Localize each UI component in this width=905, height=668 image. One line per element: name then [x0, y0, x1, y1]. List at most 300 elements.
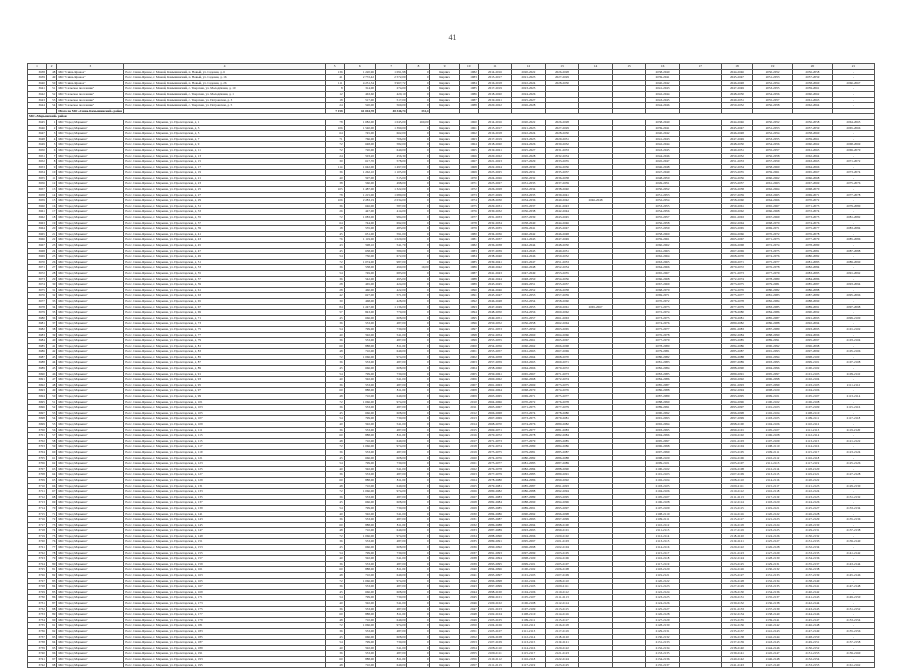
table-cell: Кирпич — [430, 500, 459, 506]
table-cell: 2099-2101 — [721, 427, 752, 433]
table-cell: 72 — [325, 578, 344, 584]
table-cell: Росс. Сиша-Яровое, г. Марьина, ул. Пролетарская, д. 3 — [124, 125, 325, 131]
table-cell: 0 — [407, 472, 430, 478]
table-cell: 2062-2064 — [793, 103, 833, 109]
table-cell: 2064-2066 — [793, 164, 833, 170]
table-cell: 2067-2069 — [793, 181, 833, 187]
table-cell: 72 — [325, 147, 344, 153]
table-cell: 2081-2083 — [753, 293, 793, 299]
table-cell: 2092-2094 — [793, 321, 833, 327]
table-cell: 46 — [46, 371, 56, 377]
table-cell: 730,00 — [375, 326, 406, 332]
table-cell: Росс. Сиша-Яровое, г. Марьина, ул. Пролетарская, д. 89 — [124, 366, 325, 372]
table-cell: - — [832, 136, 874, 142]
table-cell: МО "Город Марьина" — [57, 461, 124, 467]
table-cell: 3703 — [28, 444, 47, 450]
table-cell: 2094-2096 — [646, 433, 680, 439]
table-cell: 2052-2054 — [753, 80, 793, 86]
table-cell: 2089-2091 — [646, 405, 680, 411]
table-cell: 2078-2080 — [512, 444, 546, 450]
table-cell: 2085-2087 — [545, 449, 579, 455]
table-cell: 2124-2126 — [753, 533, 793, 539]
table-cell: МО "Город Марьина" — [57, 645, 124, 651]
table-cell: 3648 — [28, 136, 47, 142]
table-cell: 2052 — [459, 634, 478, 640]
table-cell: 533,00 — [344, 539, 375, 545]
table-cell: МО "Город Марьина" — [57, 606, 124, 612]
table-cell: 2047-2049 — [721, 86, 752, 92]
table-cell: 2048-2050 — [646, 175, 680, 181]
table-cell: 2061-2063 — [793, 147, 833, 153]
table-cell: 2068-2070 — [646, 287, 680, 293]
table-cell: 3742 — [28, 662, 47, 668]
table-cell: 533,00 — [344, 628, 375, 634]
table-cell: 592,00 — [344, 645, 375, 651]
table-cell: 799,00 — [344, 505, 375, 511]
table-cell: МО "Город Марьина" — [57, 449, 124, 455]
table-cell: 25 — [46, 254, 56, 260]
table-cell: 2036-2038 — [512, 209, 546, 215]
column-header: 14 — [579, 64, 613, 70]
table-cell: 2080-2082 — [545, 422, 579, 428]
table-cell: 2100-2102 — [478, 601, 512, 607]
table-cell: 428,00 — [375, 298, 406, 304]
table-cell: 533,00 — [344, 321, 375, 327]
table-cell: 3739 — [28, 645, 47, 651]
table-cell: 2078-2080 — [721, 310, 752, 316]
table-cell: 2103-2105 — [478, 617, 512, 623]
table-cell: 2015-2017 — [478, 125, 512, 131]
table-cell: 2012 — [459, 410, 478, 416]
table-cell: Кирпич — [430, 494, 459, 500]
table-cell: 2071-2073 — [545, 371, 579, 377]
table-cell: 2105-2107 — [646, 494, 680, 500]
table-cell: МО "Город Марьина" — [57, 326, 124, 332]
table-cell: 487,00 — [375, 427, 406, 433]
table-cell: 2021-2023 — [512, 75, 546, 81]
table-cell: 3714 — [28, 505, 47, 511]
table-cell: 54 — [325, 371, 344, 377]
table-cell: 2058-2060 — [646, 231, 680, 237]
table-cell: 36 — [325, 338, 344, 344]
table-cell: 3732 — [28, 606, 47, 612]
table-cell: МО "Город Марьина" — [57, 382, 124, 388]
table-cell: 3651 — [28, 153, 47, 159]
table-cell: Росс. Сиша-Яровое, г. Марьина, ул. Пролетарская, д. 103 — [124, 405, 325, 411]
table-cell: 2017-2019 — [478, 86, 512, 92]
table-cell: 608,00 — [375, 366, 406, 372]
table-cell: 72 — [325, 444, 344, 450]
table-cell: Росс. Сиша-Яровое, г. Марьина, ул. Пролетарская, д. 49 — [124, 254, 325, 260]
table-cell: Росс. Сиша-Яровое, г. Марьина, ул. Пролетарская, д. 143 — [124, 517, 325, 523]
table-cell: МО "Город Марьина" — [57, 477, 124, 483]
table-cell: 2078-2080 — [646, 343, 680, 349]
table-cell: 888,00 — [344, 522, 375, 528]
table-cell: 2063-2065 — [545, 326, 579, 332]
table-cell: МО "Город Марьина" — [57, 315, 124, 321]
table-cell: 28 — [46, 270, 56, 276]
table-cell: Кирпич — [430, 136, 459, 142]
table-cell: 2053-2055 — [753, 136, 793, 142]
table-cell: 2026-2028 — [545, 119, 579, 125]
table-cell: 2084-2086 — [512, 477, 546, 483]
table-cell: 54 — [325, 326, 344, 332]
table-cell: 3707 — [28, 466, 47, 472]
table-cell: 495,00 — [375, 276, 406, 282]
table-cell: 2121-2123 — [753, 517, 793, 523]
table-cell: 2077-2079 — [646, 338, 680, 344]
table-cell: 3680 — [28, 315, 47, 321]
table-cell: 2062-2064 — [478, 388, 512, 394]
table-cell: 2059-2061 — [646, 237, 680, 243]
table-cell: 2046-2048 — [512, 265, 546, 271]
table-cell: 2028-2030 — [545, 80, 579, 86]
table-cell: 2100-2102 — [721, 433, 752, 439]
table-cell: 2059-2061 — [545, 304, 579, 310]
table-cell: - — [832, 455, 874, 461]
table-cell: 2075-2077 — [545, 394, 579, 400]
table-cell: МО "Город Марьина" — [57, 517, 124, 523]
table-cell: 2032 — [459, 522, 478, 528]
table-cell: 1 497,00 — [375, 164, 406, 170]
table-cell: 26 — [46, 259, 56, 265]
table-cell: 2082-2084 — [793, 265, 833, 271]
table-cell: 2131-2133 — [753, 573, 793, 579]
table-cell: 2100-2102 — [512, 567, 546, 573]
table-cell: Росс. Сиша-Яровое, г. Марьина, ул. Пролетарская, д. 95 — [124, 382, 325, 388]
table-cell: 2161-2162 — [832, 662, 874, 668]
table-cell: 2089-2091 — [545, 472, 579, 478]
table-cell: 541,00 — [375, 377, 406, 383]
table-cell: МО "Город Марьина" — [57, 298, 124, 304]
table-cell: Росс. Сиша-Яровое, г. Марьина, ул. Пролетарская, д. 159 — [124, 561, 325, 567]
table-cell: 533,00 — [344, 561, 375, 567]
table-cell: 2022-2024 — [478, 164, 512, 170]
table-cell: 2070-2072 — [478, 433, 512, 439]
table-cell: Кирпич — [430, 86, 459, 92]
table-cell: 2084-2086 — [753, 310, 793, 316]
table-cell: МО "Сельское поселение" — [57, 91, 124, 97]
table-cell: 2054-2056 — [545, 276, 579, 282]
table-cell: 0 — [407, 147, 430, 153]
table-cell: 2064-2066 — [646, 265, 680, 271]
table-cell: Росс. Сиша-Яровое, г. Марьина, ул. Пролетарская, д. 107 — [124, 416, 325, 422]
table-cell: 2045-2047 — [478, 293, 512, 299]
table-cell: 2097-2099 — [512, 550, 546, 556]
table-cell: 2093-2095 — [512, 528, 546, 534]
table-cell: 2032-2034 — [478, 220, 512, 226]
table-cell: 2044-2046 — [545, 220, 579, 226]
table-cell: 2092-2094 — [646, 422, 680, 428]
table-cell: Росс. Сиша-Яровое, г. Марьина, ул. Пролетарская, д. 171 — [124, 595, 325, 601]
table-cell: 1997 — [459, 326, 478, 332]
table-cell: 3726 — [28, 573, 47, 579]
table-cell: 2074-2076 — [512, 422, 546, 428]
table-cell: 2008 — [459, 388, 478, 394]
table-cell — [612, 662, 646, 668]
table-cell: 2078-2080 — [545, 410, 579, 416]
table-cell: 1 220,96 — [344, 69, 375, 75]
table-cell: 0 — [407, 410, 430, 416]
table-cell: 2054-2056 — [753, 142, 793, 148]
table-cell: 2133-2135 — [793, 550, 833, 556]
table-cell: 2084-2086 — [721, 343, 752, 349]
table-cell: Кирпич — [430, 556, 459, 562]
table-cell: 3660 — [28, 203, 47, 209]
table-cell: Росс. Сиша-Яровое, г. Марьина, ул. Пролетарская, д. 177 — [124, 612, 325, 618]
table-cell: 2055 — [459, 651, 478, 657]
table-cell: Кирпич — [430, 489, 459, 495]
table-cell: 2120-2122 — [721, 545, 752, 551]
table-cell: Росс. Сиша-Яровое, г. Марьина, ул. Пролетарская, д. 67 — [124, 304, 325, 310]
table-cell: МО "Сельское поселение" — [57, 97, 124, 103]
table-cell: 60 — [325, 388, 344, 394]
table-cell: 2071-2073 — [512, 405, 546, 411]
table-cell: 2084-2086 — [478, 511, 512, 517]
table-cell: 0 — [407, 131, 430, 137]
table-cell: 2109-2111 — [646, 517, 680, 523]
table-cell: 2065-2067 — [478, 405, 512, 411]
table-cell: 649,00 — [375, 528, 406, 534]
table-cell: 2107-2109 — [646, 505, 680, 511]
table-cell: 0 — [407, 645, 430, 651]
table-cell: 3690 — [28, 371, 47, 377]
table-cell: 2112-2114 — [753, 466, 793, 472]
table-cell: 53 — [46, 410, 56, 416]
table-cell: Росс. Сиша-Яровое, г. Марьина, ул. Пролетарская, д. 87 — [124, 360, 325, 366]
column-header: 5 — [325, 64, 344, 70]
table-cell: 541,00 — [375, 332, 406, 338]
table-cell: 72 — [325, 399, 344, 405]
table-cell: 3733 — [28, 612, 47, 618]
table-cell: Кирпич — [430, 394, 459, 400]
table-cell: 78 — [46, 550, 56, 556]
table-cell: 1 066,00 — [344, 399, 375, 405]
table-cell: 88 — [46, 606, 56, 612]
table-cell: 2083-2084 — [832, 226, 874, 232]
table-cell: МО "Город Марьина" — [57, 550, 124, 556]
table-cell: Кирпич — [430, 651, 459, 657]
table-cell: 2112-2114 — [512, 634, 546, 640]
table-cell: 7 — [46, 153, 56, 159]
table-cell: 2027 — [459, 494, 478, 500]
table-cell: 2126-2128 — [646, 612, 680, 618]
table-cell: 2056-2058 — [545, 287, 579, 293]
table-cell: 533,00 — [344, 405, 375, 411]
table-cell: 2036-2038 — [545, 175, 579, 181]
table-cell: 2057-2059 — [793, 75, 833, 81]
table-cell: 2048-2050 — [512, 276, 546, 282]
table-cell: 2123-2125 — [753, 528, 793, 534]
table-cell: МО "Город Марьина" — [57, 366, 124, 372]
table-cell: 3662 — [28, 215, 47, 221]
table-cell: 799,00 — [344, 326, 375, 332]
table-cell: 2016-2018 — [478, 80, 512, 86]
table-cell: 2103-2105 — [545, 550, 579, 556]
table-cell: МО "Город Марьина" — [57, 545, 124, 551]
table-cell: 2066-2068 — [545, 343, 579, 349]
table-cell: Росс. Сиша-Яровое, г. Марьина, ул. Пролетарская, д. 117 — [124, 444, 325, 450]
table-cell: 2121-2123 — [721, 550, 752, 556]
column-header: 1 — [28, 64, 47, 70]
table-cell: 2070-2072 — [721, 265, 752, 271]
table-cell: 541,00 — [375, 556, 406, 562]
table-cell: 2116-2118 — [793, 455, 833, 461]
table-cell: 2019-2021 — [478, 97, 512, 103]
table-cell: 2048-2050 — [721, 91, 752, 97]
table-cell: 2014 — [459, 422, 478, 428]
table-cell: 888,00 — [344, 477, 375, 483]
table-cell: 2144-2146 — [793, 612, 833, 618]
table-cell: Кирпич — [430, 91, 459, 97]
table-cell: 2083-2085 — [793, 270, 833, 276]
table-cell: 730,00 — [344, 254, 375, 260]
table-cell: 648,00 — [344, 142, 375, 148]
table-cell: 2090-2092 — [478, 545, 512, 551]
table-cell: 2086-2088 — [793, 287, 833, 293]
table-cell: 60 — [325, 343, 344, 349]
table-cell: 2051-2053 — [753, 75, 793, 81]
table-cell: 2033-2035 — [512, 192, 546, 198]
table-cell: 12 — [46, 181, 56, 187]
table-cell: Кирпич — [430, 159, 459, 165]
table-cell: 3681 — [28, 321, 47, 327]
table-cell: 61 — [46, 455, 56, 461]
table-cell: 2114-2116 — [721, 511, 752, 517]
table-cell: 2141-2142 — [832, 550, 874, 556]
table-cell: 2134-2136 — [793, 556, 833, 562]
table-cell: 1991 — [459, 293, 478, 299]
table-cell: МО "Город Марьина" — [57, 394, 124, 400]
table-cell: 18 — [325, 226, 344, 232]
table-cell: 2022-2024 — [512, 80, 546, 86]
table-cell: 2037 — [459, 550, 478, 556]
table-cell: 0 — [407, 254, 430, 260]
table-cell: 0 — [407, 181, 430, 187]
table-cell: 45 — [325, 589, 344, 595]
table-cell: 3723 — [28, 556, 47, 562]
table-cell: 51 — [46, 86, 56, 92]
table-cell: 40 — [325, 175, 344, 181]
table-cell: Росс. Сиша-Яровое, г. Марьина, ул. Пролетарская, д. 11 — [124, 147, 325, 153]
table-cell: 0 — [407, 175, 430, 181]
table-cell: 24 — [46, 248, 56, 254]
table-cell: 498,00 — [375, 181, 406, 187]
table-cell: Росс. Сиша-Яровое, г. Марьина, ул. Пролетарская, д. 145 — [124, 522, 325, 528]
table-cell: 2096-2098 — [545, 511, 579, 517]
table-cell: 2111-2112 — [832, 382, 874, 388]
table-cell: 666,00 — [344, 589, 375, 595]
table-cell: 2102-2104 — [478, 612, 512, 618]
table-cell: 50 — [46, 394, 56, 400]
table-cell: 72 — [325, 489, 344, 495]
table-cell: 2109-2111 — [512, 617, 546, 623]
table-cell: 2095-2096 — [832, 293, 874, 299]
table-cell: 0 — [407, 662, 430, 668]
table-cell: Кирпич — [430, 147, 459, 153]
table-cell: 2133-2134 — [832, 505, 874, 511]
table-cell: 2093-2095 — [545, 494, 579, 500]
table-cell: 2018 — [459, 444, 478, 450]
table-cell: 38 — [325, 181, 344, 187]
table-cell: 1961 — [459, 125, 478, 131]
table-cell: 2071-2072 — [832, 159, 874, 165]
table-cell: Кирпич — [430, 343, 459, 349]
table-cell: 2091-2092 — [832, 270, 874, 276]
table-cell: 2141-2143 — [721, 662, 752, 668]
table-cell: 2107-2109 — [753, 438, 793, 444]
table-cell: 72 — [325, 215, 344, 221]
table-cell: 2133-2135 — [721, 617, 752, 623]
table-cell: 2096-2098 — [721, 410, 752, 416]
table-cell: 888,00 — [344, 388, 375, 394]
table-cell: 90 — [46, 617, 56, 623]
table-cell: 692,00 — [375, 220, 406, 226]
table-cell: 2075-2077 — [512, 427, 546, 433]
table-cell: 2110-2112 — [721, 489, 752, 495]
table-cell: 3670 — [28, 259, 47, 265]
table-cell: 2019-2021 — [478, 147, 512, 153]
table-cell: Кирпич — [430, 455, 459, 461]
table-cell: 2091-2093 — [753, 349, 793, 355]
table-cell: Росс. Сиша-Яровое, г. Марьина, ул. Пролетарская, д. 195 — [124, 662, 325, 668]
table-cell: 2102-2104 — [793, 377, 833, 383]
table-cell: 2070-2072 — [512, 399, 546, 405]
table-cell: 766,00 — [344, 136, 375, 142]
table-cell: 61 044,78 — [344, 108, 375, 114]
table-cell: Кирпич — [430, 416, 459, 422]
table-cell: 2007 — [459, 382, 478, 388]
column-header: 15 — [612, 64, 646, 70]
table-cell: МО "Город Марьина" — [57, 634, 124, 640]
table-cell: 770,00 — [375, 310, 406, 316]
table-cell: 2143-2144 — [832, 561, 874, 567]
table-cell: 2047-2049 — [646, 170, 680, 176]
table-cell: Росс. Сиша-Яровое, г. Марьина, ул. Пролетарская, д. 119 — [124, 449, 325, 455]
table-cell: МО "Город Марьина" — [57, 640, 124, 646]
table-cell: 2070-2072 — [753, 231, 793, 237]
table-cell: 2076-2078 — [545, 399, 579, 405]
table-cell: 260,00 — [407, 119, 430, 125]
table-cell: 2039-2041 — [646, 75, 680, 81]
table-cell: 1979 — [459, 226, 478, 232]
table-cell: 2063-2065 — [793, 159, 833, 165]
table-cell: 3736 — [28, 628, 47, 634]
table-cell: 2022 — [459, 466, 478, 472]
table-cell: 3699 — [28, 422, 47, 428]
table-cell: 0 — [407, 550, 430, 556]
table-cell: 2077-2079 — [478, 472, 512, 478]
table-cell: 2126-2128 — [793, 511, 833, 517]
table-cell: 3705 — [28, 455, 47, 461]
table-cell: 3677 — [28, 298, 47, 304]
table-cell: 592,00 — [344, 466, 375, 472]
table-cell: 2055-2057 — [753, 97, 793, 103]
table-cell: 54 — [325, 270, 344, 276]
table-cell: МО "Город Марьина" — [57, 455, 124, 461]
table-cell: 2076-2078 — [478, 466, 512, 472]
table-cell: 541,00 — [375, 422, 406, 428]
table-cell: 2052-2054 — [512, 298, 546, 304]
table-cell: 2029 — [459, 505, 478, 511]
table-cell: МО "Город Марьина" — [57, 522, 124, 528]
table-cell: 1988 — [459, 276, 478, 282]
table-cell: 0 — [407, 617, 430, 623]
table-cell: Росс. Сиша-Яровое, г. Марьина, ул. Пролетарская, д. 125 — [124, 466, 325, 472]
table-cell: МО "Город Марьина" — [57, 203, 124, 209]
table-cell: 18 — [46, 215, 56, 221]
table-cell: 2096-2098 — [753, 377, 793, 383]
